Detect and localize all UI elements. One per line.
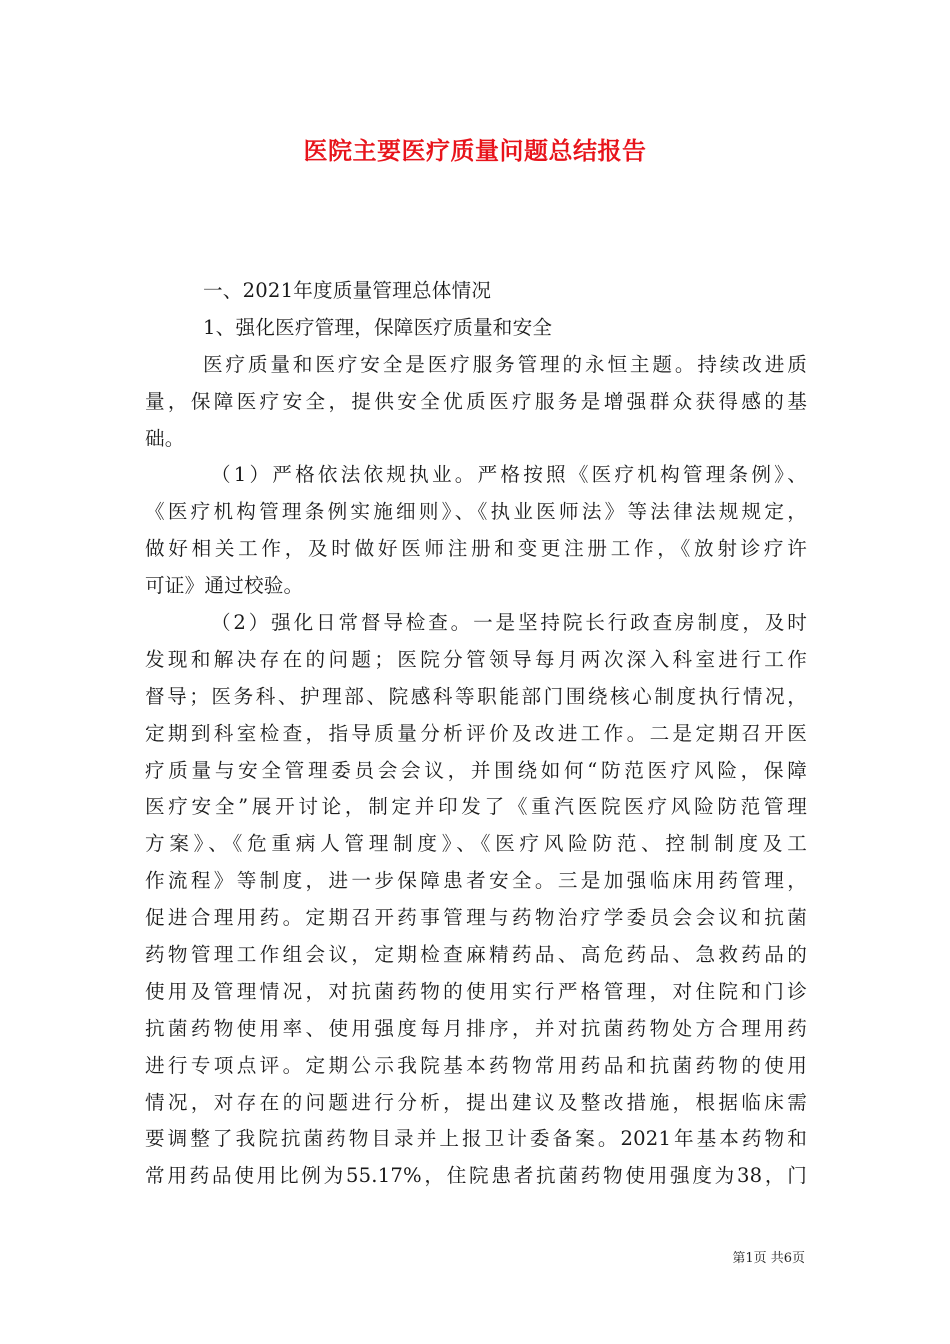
paragraph-line: （1）严格依法依规执业。严格按照《医疗机构管理条例》、	[211, 463, 807, 487]
paragraph-line: 督导；医务科、护理部、院感科等职能部门围绕核心制度执行情况，	[145, 684, 807, 708]
paragraph-line: 要调整了我院抗菌药物目录并上报卫计委备案。2021年基本药物和	[145, 1127, 807, 1151]
paragraph-line: 使用及管理情况，对抗菌药物的使用实行严格管理，对住院和门诊	[145, 979, 807, 1003]
paragraph-line: 促进合理用药。定期召开药事管理与药物治疗学委员会会议和抗菌	[145, 906, 807, 930]
document-body	[145, 273, 807, 1195]
paragraph-line: 可证》通过校验。	[145, 574, 304, 598]
paragraph-line: 医疗质量和医疗安全是医疗服务管理的永恒主题。持续改进质	[203, 352, 807, 376]
paragraph-line: 础。	[145, 426, 185, 450]
paragraph-line: 方案》、《危重病人管理制度》、《医疗风险防范、控制制度及工	[145, 832, 807, 856]
paragraph-line: 做好相关工作，及时做好医师注册和变更注册工作，《放射诊疗许	[145, 537, 807, 561]
paragraph-line: 作流程》等制度，进一步保障患者安全。三是加强临床用药管理，	[145, 869, 807, 893]
subsection-heading: 1、强化医疗管理，保障医疗质量和安全	[203, 315, 553, 339]
paragraph-line: 定期到科室检查，指导质量分析评价及改进工作。二是定期召开医	[145, 721, 807, 745]
paragraph-line: 药物管理工作组会议，定期检查麻精药品、高危药品、急救药品的	[145, 943, 807, 967]
paragraph-line: 常用药品使用比例为55.17%，住院患者抗菌药物使用强度为38，门	[145, 1164, 807, 1188]
page-number: 第1页 共6页	[732, 1251, 805, 1266]
paragraph-line: 医疗安全”展开讨论，制定并印发了《重汽医院医疗风险防范管理	[145, 795, 807, 819]
paragraph-line: 量，保障医疗安全，提供安全优质医疗服务是增强群众获得感的基	[145, 389, 807, 413]
paragraph-line: 发现和解决存在的问题；医院分管领导每月两次深入科室进行工作	[145, 647, 807, 671]
paragraph-line: （2）强化日常督导检查。一是坚持院长行政查房制度，及时	[211, 611, 807, 635]
document-title: 医院主要医疗质量问题总结报告	[303, 136, 647, 165]
paragraph-line: 疗质量与安全管理委员会会议，并围绕如何“防范医疗风险，保障	[145, 758, 807, 782]
paragraph-line: 情况，对存在的问题进行分析，提出建议及整改措施，根据临床需	[145, 1090, 807, 1114]
paragraph-line: 进行专项点评。定期公示我院基本药物常用药品和抗菌药物的使用	[145, 1053, 807, 1077]
paragraph-line: 抗菌药物使用率、使用强度每月排序，并对抗菌药物处方合理用药	[145, 1016, 807, 1040]
section-heading: 一、2021年度质量管理总体情况	[203, 279, 492, 302]
paragraph-line: 《医疗机构管理条例实施细则》、《执业医师法》等法律法规规定，	[145, 500, 807, 524]
